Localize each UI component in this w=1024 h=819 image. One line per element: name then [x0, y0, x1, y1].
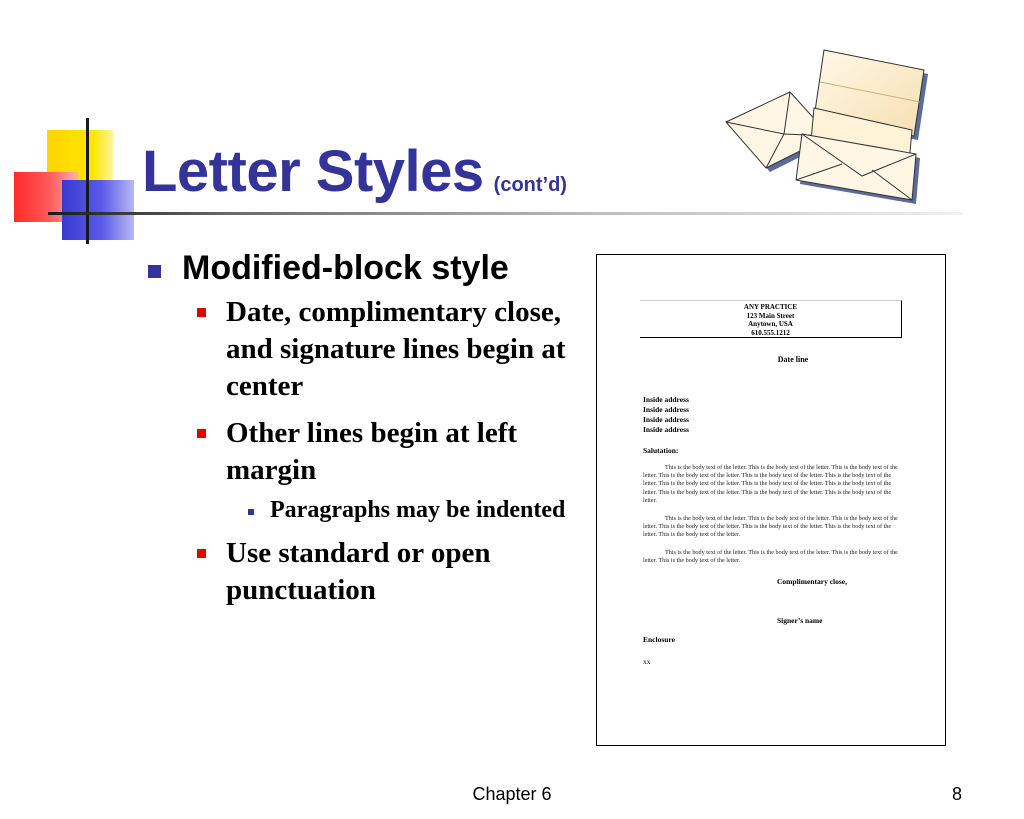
letterhead-line: 123 Main Street [746, 311, 795, 320]
inside-address-line: Inside address [643, 395, 689, 404]
slide-title [142, 138, 567, 205]
title-text: Letter Styles [142, 139, 484, 204]
letterhead-line: 610.555.1212 [751, 328, 790, 337]
bullet-level1 [148, 248, 568, 288]
letter-paragraph: This is the body text of the letter. This is the body text of the letter. This is the body text of the letter. This is the body text of the letter. [643, 549, 898, 565]
letter-enclosure: Enclosure [643, 635, 675, 644]
letterhead-line: Anytown, USA [748, 320, 793, 328]
bullet-square-icon [197, 429, 206, 438]
letter-inside-address [643, 395, 689, 435]
letter-paragraph: This is the body text of the letter. This is the body text of the letter. This is the body text of the letter. This is the body text of the letter. This is the body text of the letter. This is the body text of the letter. This is the body text of the letter. [643, 515, 898, 539]
title-suffix: (cont’d) [493, 174, 567, 196]
inside-address-line: Inside address [643, 415, 689, 424]
letter-salutation: Salutation: [643, 446, 679, 455]
footer-chapter: Chapter 6 [472, 784, 552, 804]
bullet-square-icon [248, 509, 254, 515]
envelopes-icon [722, 48, 934, 208]
bullet-list [148, 248, 568, 609]
letterhead [640, 300, 902, 338]
bullet-level1-text: Modified-block style [182, 249, 509, 287]
letterhead-line: ANY PRACTICE [743, 303, 798, 311]
letter-complimentary-close: Complimentary close, [777, 577, 847, 586]
bullet-square-icon [148, 265, 161, 278]
letter-paragraph: This is the body text of the letter. This is the body text of the letter. This is the body text of the letter. This is the body text of the letter. This is the body text of the letter. This is the body text of the letter. This is the body text of the letter. This is the body text of the letter. This is the body text of the letter. This is the body text of the letter. This is the body text of the letter. This is the body text of the letter. [643, 464, 898, 504]
letter-signer: Signer’s name [777, 616, 823, 625]
bullet-level3 [236, 495, 568, 525]
bullet-level2 [192, 294, 568, 405]
letter-initials: xx [643, 657, 651, 666]
bullet-level2-text: Other lines begin at left margin [226, 417, 518, 486]
title-underline [48, 212, 963, 215]
sample-letter [596, 254, 946, 746]
logo-vertical-line [86, 118, 89, 244]
bullet-level2 [192, 415, 568, 489]
bullet-level2 [192, 535, 568, 609]
logo-block-blue [62, 180, 134, 240]
bullet-level2-text: Date, complimentary close, and signature lines begin at center [226, 296, 566, 402]
letter-date-line: Date line [777, 355, 809, 364]
bullet-square-icon [197, 549, 206, 558]
bullet-level2-text: Use standard or open punctuation [226, 537, 491, 606]
bullet-square-icon [197, 308, 206, 317]
inside-address-line: Inside address [643, 405, 689, 414]
inside-address-line: Inside address [643, 425, 689, 434]
bullet-level3-text: Paragraphs may be indented [270, 497, 566, 523]
footer-page-number: 8 [951, 784, 962, 804]
